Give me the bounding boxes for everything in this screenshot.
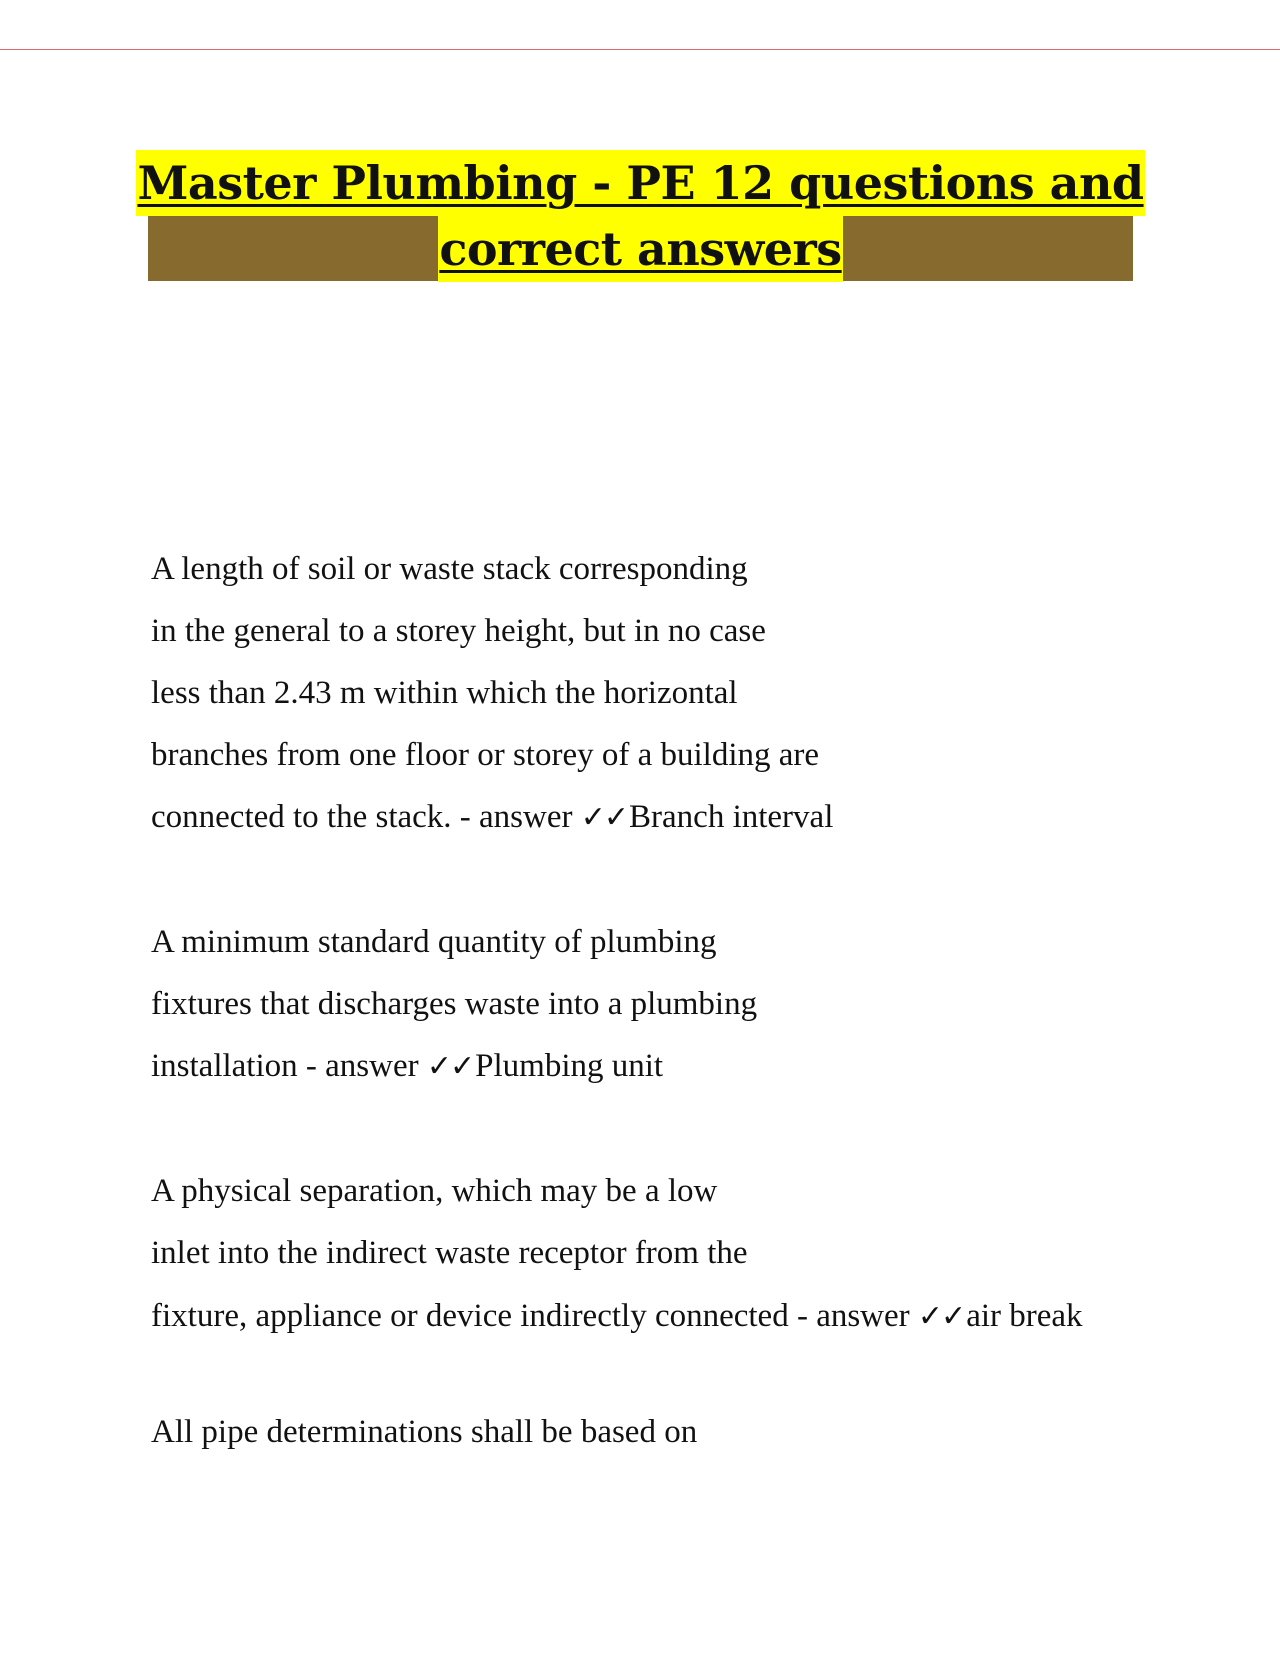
question-answer-line <box>151 1035 1131 1098</box>
qa-item-plumbing-unit <box>151 911 1131 1098</box>
question-line: branches from one floor or storey of a building are <box>151 737 820 773</box>
question-line: All pipe determinations shall be based on <box>151 1414 698 1450</box>
question-answer-line <box>151 1294 1131 1339</box>
qa-item-pipe-determinations <box>151 1401 1131 1463</box>
answer-text: Branch interval <box>629 799 834 835</box>
question-line: A minimum standard quantity of plumbing <box>151 924 717 960</box>
question-line: fixtures that discharges waste into a plumbing <box>151 986 758 1022</box>
answer-text: air break <box>966 1298 1083 1334</box>
double-check-icon: ✓✓ <box>917 1299 965 1334</box>
double-check-icon: ✓✓ <box>426 1049 474 1084</box>
question-line: less than 2.43 m within which the horizontal <box>151 675 738 711</box>
title-banner <box>137 150 1144 281</box>
page-top-rule <box>0 49 1280 50</box>
qa-content <box>151 538 1131 1525</box>
question-line: inlet into the indirect waste receptor from the <box>151 1235 748 1271</box>
title-line-1: Master Plumbing - PE 12 questions and <box>136 150 1144 216</box>
qa-item-air-break <box>151 1160 1131 1339</box>
question-line: A length of soil or waste stack corresponding <box>151 551 748 587</box>
question-text: connected to the stack. - answer <box>151 799 581 835</box>
title-line-2: correct answers <box>438 216 842 282</box>
answer-text: Plumbing unit <box>475 1048 664 1084</box>
question-text: installation - answer <box>151 1048 427 1084</box>
qa-item-branch-interval <box>151 538 1131 849</box>
question-line: A physical separation, which may be a low <box>151 1173 718 1209</box>
question-line: in the general to a storey height, but in no case <box>151 613 766 649</box>
question-text: fixture, appliance or device indirectly connected - answer <box>151 1298 918 1334</box>
double-check-icon: ✓✓ <box>580 800 628 835</box>
question-answer-line <box>151 786 1131 849</box>
